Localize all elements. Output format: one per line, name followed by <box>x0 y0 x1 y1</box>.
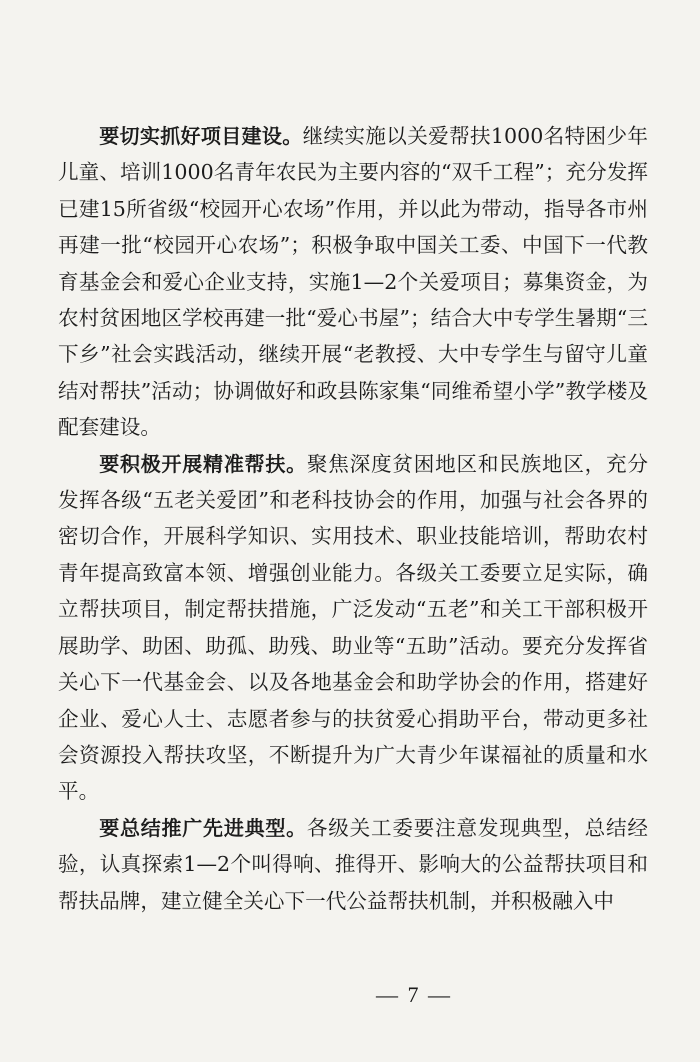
paragraph-typical-examples <box>58 810 648 919</box>
paragraph-lead: 要积极开展精准帮扶。 <box>99 451 307 476</box>
paragraph-project-construction <box>58 118 648 446</box>
body-text <box>58 118 648 919</box>
paragraph-lead: 要切实抓好项目建设。 <box>99 124 303 148</box>
paragraph-precise-assistance <box>58 446 648 810</box>
paragraph-body: 各级关工委要注意发现典型，总结经验，认真探索1—2个叫得响、推得开、影响大的公益帮扶项目和帮扶品牌，建立健全关心下一代公益帮扶机制，并积极融入中 <box>58 815 649 913</box>
page-number: — 7 — <box>376 982 452 1007</box>
paragraph-lead: 要总结推广先进典型。 <box>99 815 307 840</box>
paragraph-body: 聚焦深度贫困地区和民族地区，充分发挥各级“五老关爱团”和老科技协会的作用，加强与社会各界的密切合作，开展科学知识、实用技术、职业技能培训，帮助农村青年提高致富本领、增强创业能力。各级关工委要立足实际，确立帮扶项目，制定帮扶措施，广泛发动“五老”和关工干部积极开展助学、助困、助孤、助残、助业等“五助”活动。要充分发挥省关心下一代基金会、以及各地基金会和助学协会的作用，搭建好企业、爱心人士、志愿者参与的扶贫爱心捐助平台，带动更多社会资源投入帮扶攻坚，不断提升为广大青少年谋福祉的质量和水平。 <box>58 451 649 804</box>
paragraph-body: 继续实施以关爱帮扶1000名特困少年儿童、培训1000名青年农民为主要内容的“双千工程”；充分发挥已建15所省级“校园开心农场”作用，并以此为带动，指导各市州再建一批“校园开心农场”；积极争取中国关工委、中国下一代教育基金会和爱心企业支持，实施1—2个关爱项目；募集资金，为农村贫困地区学校再建一批“爱心书屋”；结合大中专学生暑期“三下乡”社会实践活动，继续开展“老教授、大中专学生与留守儿童结对帮扶”活动；协调做好和政县陈家集“同维希望小学”教学楼及配套建设。 <box>58 124 648 440</box>
